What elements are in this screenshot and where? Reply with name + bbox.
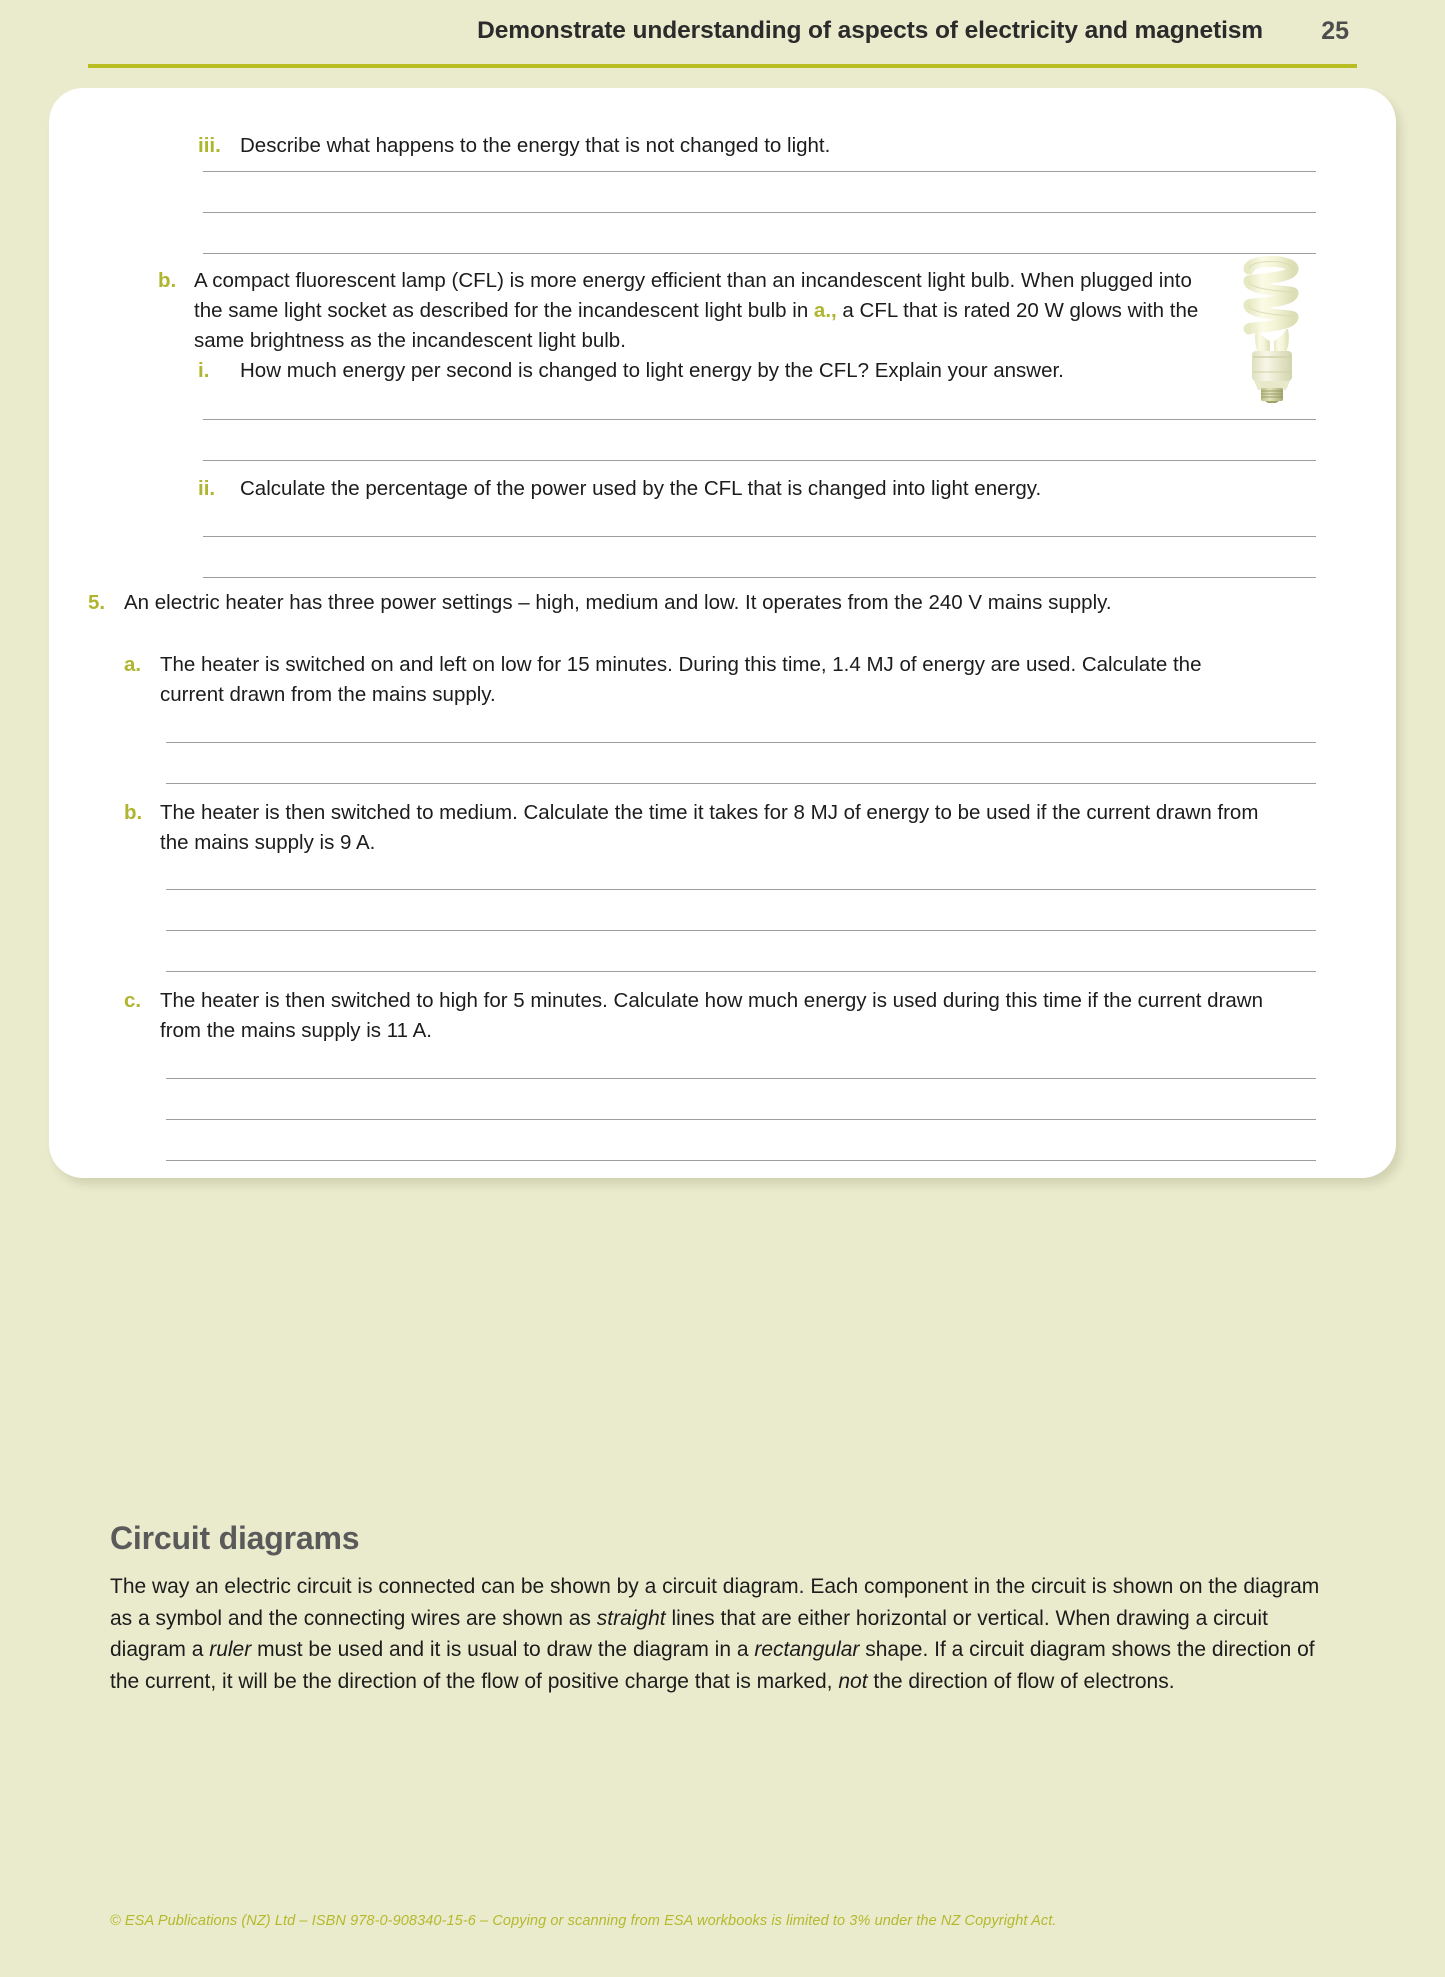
emphasis-term: straight xyxy=(596,1606,666,1630)
body-text-run: shape. If a circuit diagram shows the direction of the current, it will be the direction of the flow of positive charge that is marked, xyxy=(110,1638,1315,1693)
page-header xyxy=(0,0,1445,72)
inline-reference-a: a., xyxy=(813,299,837,322)
answer-line[interactable] xyxy=(166,889,1316,890)
question-text-iii: Describe what happens to the energy that is not changed to light. xyxy=(240,134,831,157)
question-label-5b: b. xyxy=(124,801,143,824)
question-label-i: i. xyxy=(198,359,210,382)
question-text-5a: The heater is switched on and left on low for 15 minutes. During this time, 1.4 MJ of energy are used. Calculate the current drawn from the mains supply. xyxy=(160,653,1202,706)
body-text-run: lines that are either horizontal or vertical. When drawing a circuit diagram a xyxy=(110,1606,1268,1661)
question-label-5: 5. xyxy=(88,591,106,614)
question-5c xyxy=(124,986,1269,1046)
answer-line[interactable] xyxy=(166,930,1316,931)
section-heading: Circuit diagrams xyxy=(110,1520,360,1556)
page-number: 25 xyxy=(1321,16,1349,45)
answer-line[interactable] xyxy=(166,1119,1316,1120)
body-text-run: the direction of flow of electrons. xyxy=(867,1669,1175,1693)
question-4b xyxy=(158,266,1218,356)
question-text-5: An electric heater has three power settings – high, medium and low. It operates from the 240 V mains supply. xyxy=(124,591,1112,614)
question-text-5b: The heater is then switched to medium. Calculate the time it takes for 8 MJ of energy to be used if the current drawn from the mains supply is 9 A. xyxy=(160,801,1259,854)
question-5b xyxy=(124,798,1269,858)
answer-line[interactable] xyxy=(203,577,1316,578)
question-text-b-part2: a CFL that is rated 20 W glows with the same brightness as the incandescent light bulb. xyxy=(194,299,1199,352)
question-text-b-part1: A compact fluorescent lamp (CFL) is more energy efficient than an incandescent light bulb. When plugged into the same light socket as described for the incandescent light bulb in xyxy=(194,269,1192,322)
emphasis-term: ruler xyxy=(209,1638,252,1661)
answer-line[interactable] xyxy=(203,460,1316,461)
question-label-ii: ii. xyxy=(198,477,216,500)
body-text-run: The way an electric circuit is connected can be shown by a circuit diagram. Each component in the circuit is shown on the diagram as a symbol and the connecting wires are shown as xyxy=(110,1575,1320,1630)
answer-line[interactable] xyxy=(166,1160,1316,1161)
question-text-i: How much energy per second is changed to light energy by the CFL? Explain your answer. xyxy=(240,359,1064,382)
answer-line[interactable] xyxy=(166,1078,1316,1079)
question-5 xyxy=(88,588,1268,618)
question-5a xyxy=(124,650,1269,710)
question-4b-ii xyxy=(198,474,1308,504)
answer-line[interactable] xyxy=(166,971,1316,972)
question-text-b xyxy=(194,266,1218,356)
question-label-b: b. xyxy=(158,269,177,292)
answer-line[interactable] xyxy=(203,212,1316,213)
circuit-diagrams-section xyxy=(110,1520,1330,1697)
answer-line[interactable] xyxy=(166,783,1316,784)
answer-line[interactable] xyxy=(166,742,1316,743)
answer-line[interactable] xyxy=(203,419,1316,420)
answer-line[interactable] xyxy=(203,536,1316,537)
section-body xyxy=(110,1571,1330,1697)
question-4b-i xyxy=(198,356,1308,386)
question-text-5c: The heater is then switched to high for 5 minutes. Calculate how much energy is used during this time if the current drawn from the mains supply is 11 A. xyxy=(160,989,1264,1042)
question-text-ii: Calculate the percentage of the power used by the CFL that is changed into light energy. xyxy=(240,477,1042,500)
header-rule xyxy=(88,64,1357,68)
question-4b-iii xyxy=(198,131,1308,161)
answer-line[interactable] xyxy=(203,253,1316,254)
question-label-5a: a. xyxy=(124,653,142,676)
emphasis-term: rectangular xyxy=(754,1638,860,1661)
emphasis-term: not xyxy=(838,1669,868,1693)
copyright-footer: © ESA Publications (NZ) Ltd – ISBN 978-0-908340-15-6 – Copying or scanning from ESA workbooks is limited to 3% under the NZ Copyright Act. xyxy=(110,1913,1057,1929)
body-text-run: must be used and it is usual to draw the diagram in a xyxy=(251,1638,755,1661)
page-title: Demonstrate understanding of aspects of electricity and magnetism xyxy=(477,17,1263,44)
question-label-5c: c. xyxy=(124,989,142,1012)
question-label-iii: iii. xyxy=(198,134,221,157)
answer-line[interactable] xyxy=(203,171,1316,172)
